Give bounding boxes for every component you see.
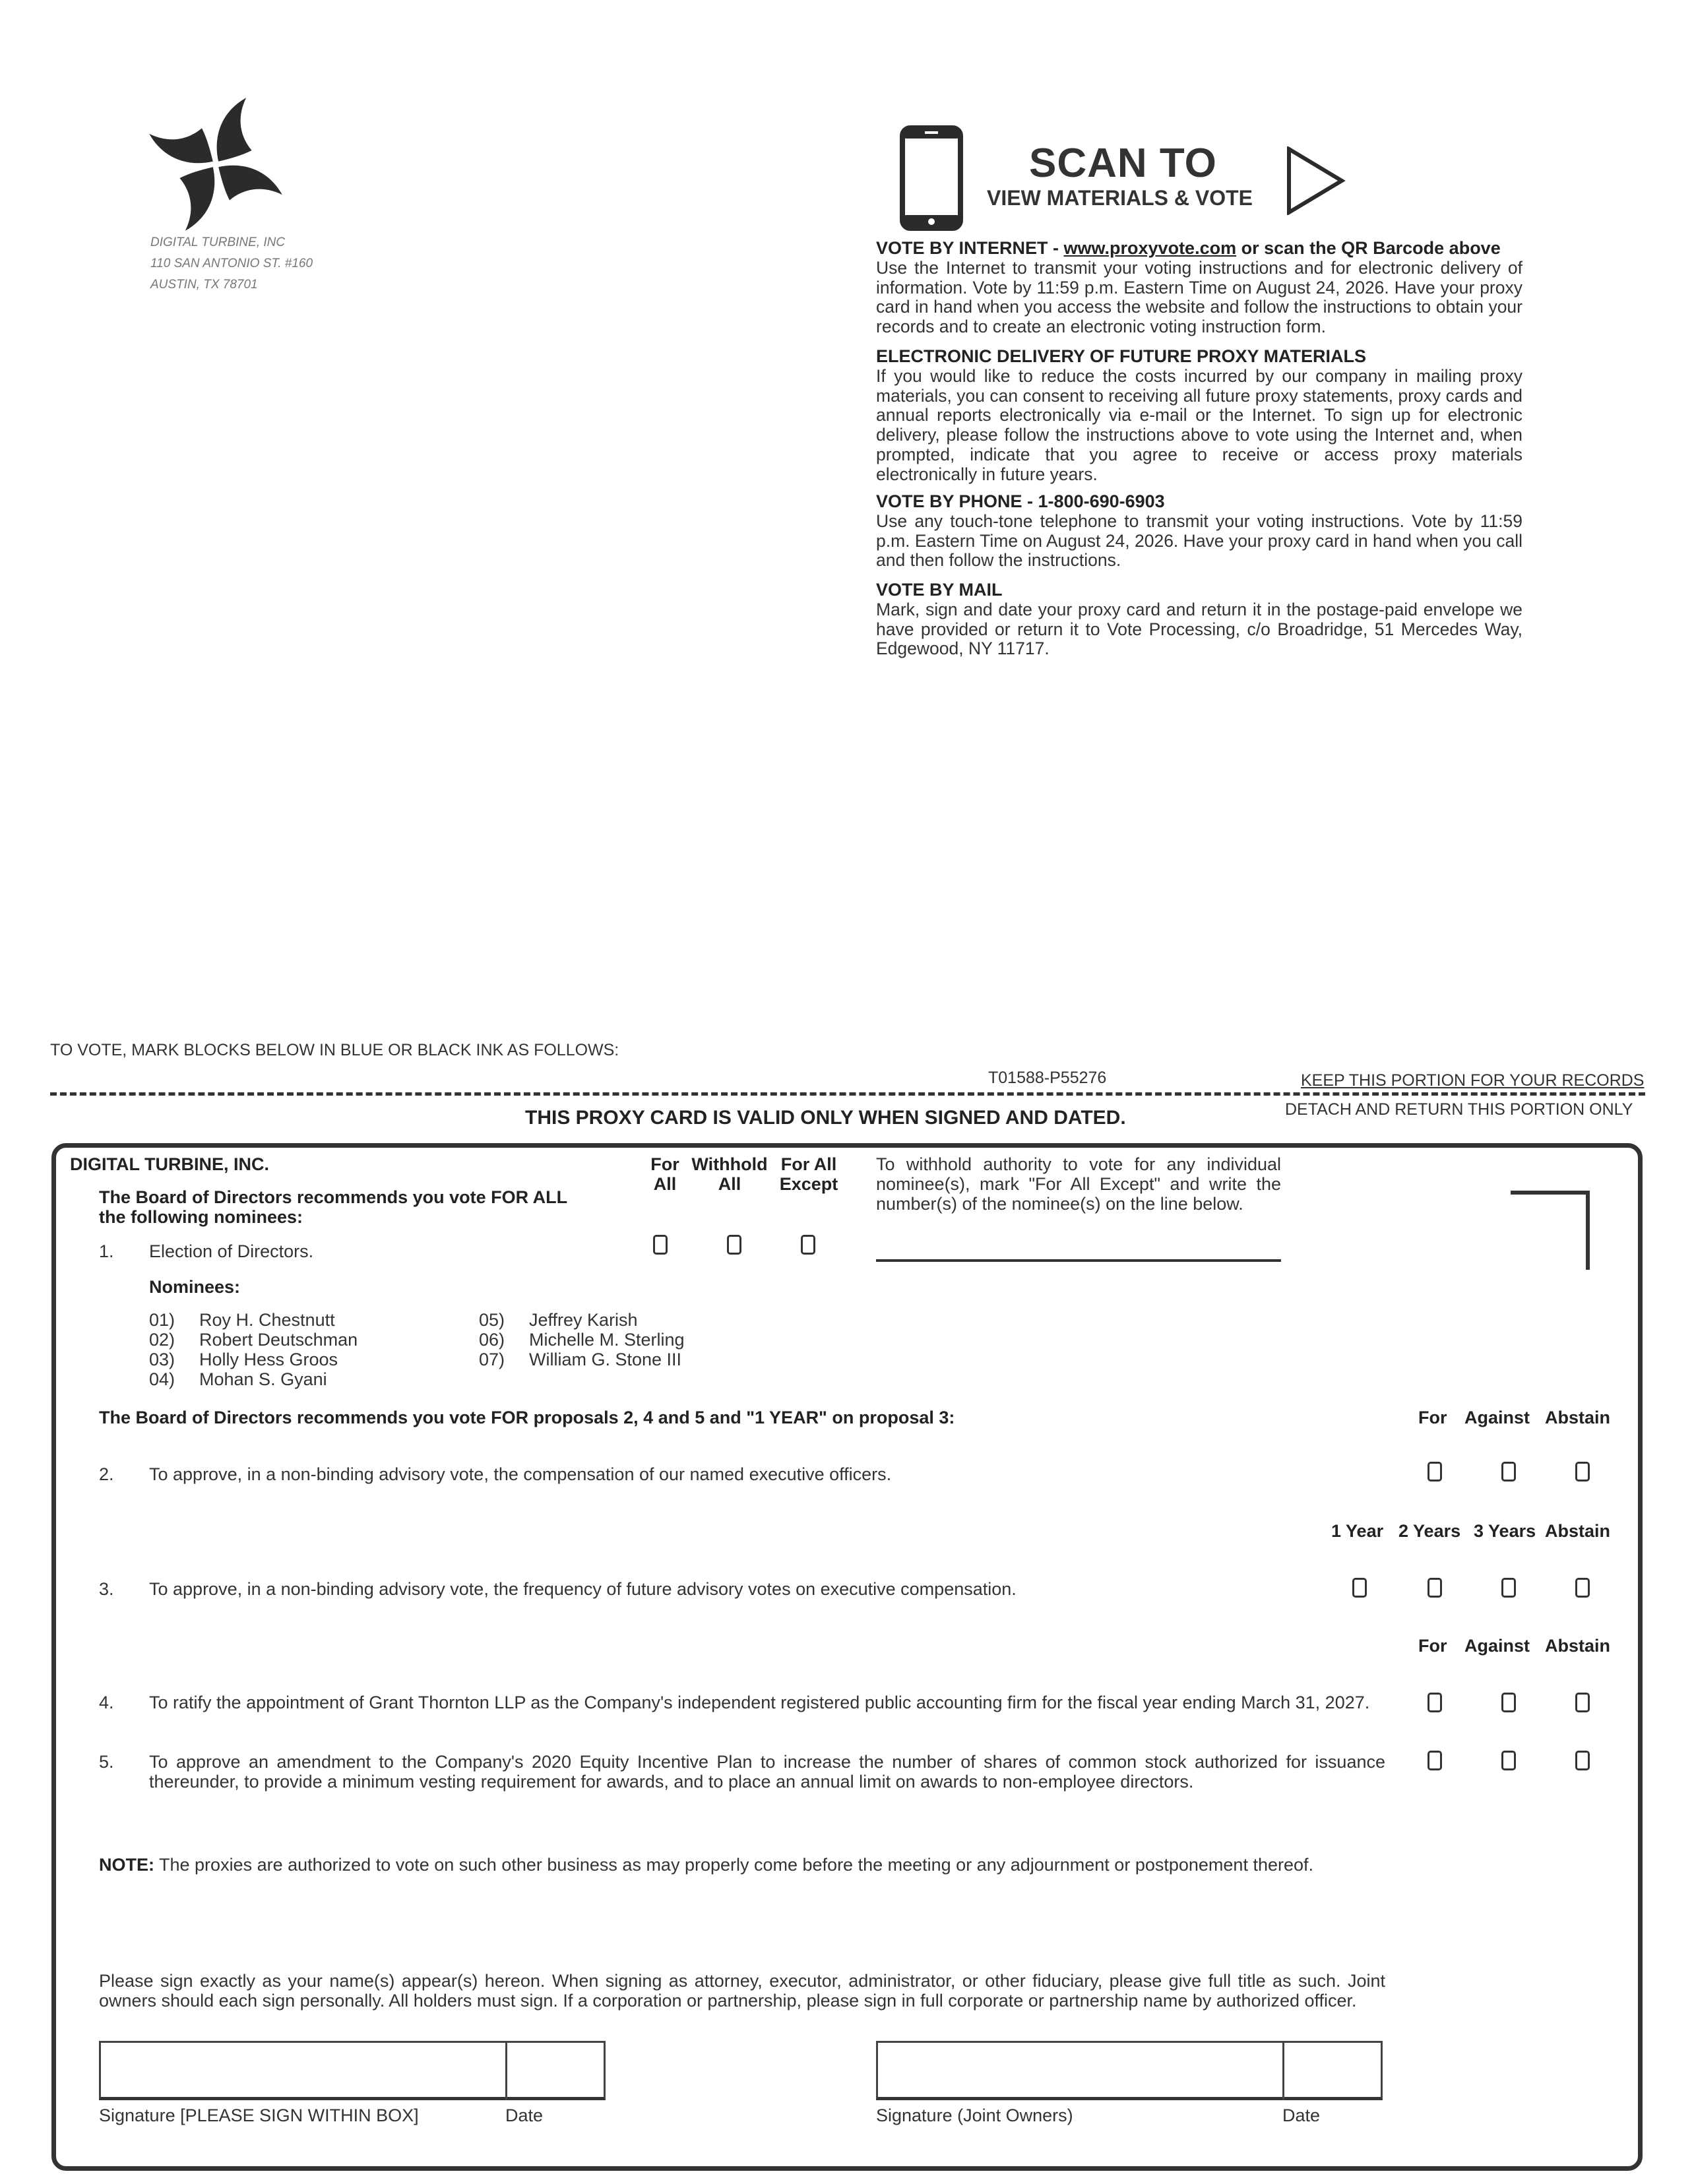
col-for-all: For All bbox=[650, 1154, 679, 1194]
note: NOTE: The proxies are authorized to vote on such other business as may properly come before the meeting or any adjournment or postponement thereof. bbox=[99, 1855, 1314, 1875]
item2-for-checkbox[interactable] bbox=[1427, 1462, 1442, 1482]
item2-against-checkbox[interactable] bbox=[1501, 1462, 1516, 1482]
col-1-year: 1 Year bbox=[1331, 1521, 1384, 1541]
vote-internet-body: Use the Internet to transmit your voting instructions and for electronic delivery of information. Vote by 11:59 p.m. Eastern Time on August 24, 2026. Have your proxy card in hand when you access the website and follow the instructions to obtain your records and to create an electronic voting instruction form. bbox=[876, 257, 1522, 337]
card-company-name: DIGITAL TURBINE, INC. bbox=[70, 1154, 269, 1174]
scan-subtitle: VIEW MATERIALS & VOTE bbox=[987, 186, 1253, 210]
item2-number: 2. bbox=[99, 1464, 114, 1484]
company-address-line2: AUSTIN, TX 78701 bbox=[150, 278, 258, 292]
item3-number: 3. bbox=[99, 1579, 114, 1599]
corner-mark bbox=[1511, 1191, 1590, 1270]
withhold-all-checkbox[interactable] bbox=[727, 1235, 741, 1255]
item5-number: 5. bbox=[99, 1752, 114, 1772]
item5-text: To approve an amendment to the Company's 2020 Equity Incentive Plan to increase the number of shares of common stock authorized for issuance thereunder, to provide a minimum vesting requirement for awards, and to place an annual limit on awards to non-employee directors. bbox=[149, 1752, 1385, 1792]
item4-text: To ratify the appointment of Grant Thornton LLP as the Company's independent registered public accounting firm for the fiscal year ending March 31, 2027. bbox=[149, 1693, 1370, 1712]
detach-portion-label: DETACH AND RETURN THIS PORTION ONLY bbox=[1285, 1100, 1633, 1119]
item3-abstain-checkbox[interactable] bbox=[1575, 1578, 1590, 1598]
signature-box[interactable] bbox=[99, 2041, 606, 2100]
item3-2-years-checkbox[interactable] bbox=[1427, 1578, 1442, 1598]
item1-number: 1. bbox=[99, 1241, 114, 1261]
pinwheel-logo-icon bbox=[146, 95, 285, 234]
nominee-list-right bbox=[479, 1310, 685, 1369]
vote-mail-body: Mark, sign and date your proxy card and return it in the postage-paid envelope we have provided or return it to Vote Processing, c/o Broadridge, 51 Mercedes Way, Edgewood, NY 11717. bbox=[876, 599, 1522, 659]
board-recommendation-2: The Board of Directors recommends you vote FOR proposals 2, 4 and 5 and "1 YEAR" on proposal 3: bbox=[99, 1408, 955, 1427]
withhold-nominee-line[interactable] bbox=[876, 1259, 1281, 1262]
item3-3-years-checkbox[interactable] bbox=[1501, 1578, 1516, 1598]
vote-by-mail bbox=[876, 580, 1522, 659]
signature-date-divider bbox=[505, 2041, 507, 2100]
scan-title: SCAN TO bbox=[1029, 140, 1217, 186]
col-withhold-all: Withhold All bbox=[691, 1154, 768, 1194]
col-2-years: 2 Years bbox=[1398, 1521, 1461, 1541]
item5-against-checkbox[interactable] bbox=[1501, 1751, 1516, 1770]
vote-phone-body: Use any touch-tone telephone to transmit your voting instructions. Vote by 11:59 p.m. Eastern Time on August 24, 2026. Have your proxy card in hand when you call and then follow the instructions. bbox=[876, 511, 1522, 571]
nominee-02: 02) Robert Deutschman bbox=[149, 1330, 358, 1350]
for-all-except-checkbox[interactable] bbox=[801, 1235, 815, 1255]
item2-abstain-checkbox[interactable] bbox=[1575, 1462, 1590, 1482]
item4-against-checkbox[interactable] bbox=[1501, 1693, 1516, 1712]
item5-abstain-checkbox[interactable] bbox=[1575, 1751, 1590, 1770]
proxy-card bbox=[51, 1143, 1643, 2171]
vote-by-phone bbox=[876, 492, 1522, 571]
company-address-line1: 110 SAN ANTONIO ST. #160 bbox=[150, 257, 313, 270]
item4-abstain-checkbox[interactable] bbox=[1575, 1693, 1590, 1712]
col-abstain-2: Abstain bbox=[1545, 1521, 1611, 1541]
electronic-delivery-body: If you would like to reduce the costs incurred by our company in mailing proxy materials, you can consent to receiving all future proxy statements, proxy cards and annual reports electronically via e-mail or the Internet. To sign up for electronic delivery, please follow the instructions above to vote using the Internet and, when prompted, indicate that you agree to receive or access proxy materials electronically in future years. bbox=[876, 365, 1522, 484]
nominee-07: 07) William G. Stone III bbox=[479, 1350, 682, 1369]
signature-label: Signature [PLEASE SIGN WITHIN BOX] bbox=[99, 2106, 419, 2125]
play-arrow-icon bbox=[1286, 146, 1346, 215]
item4-for-checkbox[interactable] bbox=[1427, 1693, 1442, 1712]
to-vote-instructions: TO VOTE, MARK BLOCKS BELOW IN BLUE OR BLACK INK AS FOLLOWS: bbox=[50, 1041, 619, 1059]
item2-text: To approve, in a non-binding advisory vote, the compensation of our named executive officers. bbox=[149, 1464, 892, 1484]
vote-internet-heading: VOTE BY INTERNET - www.proxyvote.com or scan the QR Barcode above bbox=[876, 238, 1501, 258]
item1-text: Election of Directors. bbox=[149, 1241, 314, 1261]
date-label-2: Date bbox=[1282, 2106, 1321, 2125]
nominee-list-left bbox=[149, 1310, 358, 1389]
vote-by-internet bbox=[876, 239, 1522, 337]
nominee-03: 03) Holly Hess Groos bbox=[149, 1350, 338, 1369]
col-3-years: 3 Years bbox=[1474, 1521, 1536, 1541]
item4-number: 4. bbox=[99, 1693, 114, 1712]
joint-signature-label: Signature (Joint Owners) bbox=[876, 2106, 1073, 2125]
valid-notice: THIS PROXY CARD IS VALID ONLY WHEN SIGNED AND DATED. bbox=[525, 1107, 1126, 1129]
electronic-delivery-heading: ELECTRONIC DELIVERY OF FUTURE PROXY MATERIALS bbox=[876, 346, 1367, 366]
joint-signature-date-divider bbox=[1282, 2041, 1284, 2100]
keep-portion-label: KEEP THIS PORTION FOR YOUR RECORDS bbox=[1301, 1071, 1645, 1090]
proxyvote-link[interactable]: www.proxyvote.com bbox=[1063, 238, 1237, 258]
col-abstain-1: Abstain bbox=[1545, 1408, 1611, 1427]
item5-for-checkbox[interactable] bbox=[1427, 1751, 1442, 1770]
electronic-delivery bbox=[876, 347, 1522, 485]
col-for-all-except: For All Except bbox=[779, 1154, 838, 1194]
col-for-1: For bbox=[1418, 1408, 1447, 1427]
sign-instructions: Please sign exactly as your name(s) appear(s) hereon. When signing as attorney, executor, administrator, or other fiduciary, please give full title as such. Joint owners should each sign personally. All holders must sign. If a corporation or partnership, please sign in full corporate or partnership name by authorized officer. bbox=[99, 1971, 1385, 2011]
control-number: T01588-P55276 bbox=[988, 1069, 1107, 1087]
nominee-01: 01) Roy H. Chestnutt bbox=[149, 1310, 335, 1330]
for-all-checkbox[interactable] bbox=[653, 1235, 668, 1255]
date-label-1: Date bbox=[505, 2106, 544, 2125]
vote-mail-heading: VOTE BY MAIL bbox=[876, 580, 1003, 600]
col-against-2: Against bbox=[1464, 1636, 1530, 1656]
joint-signature-box[interactable] bbox=[876, 2041, 1383, 2100]
company-name: DIGITAL TURBINE, INC bbox=[150, 235, 286, 249]
smartphone-icon bbox=[900, 125, 963, 231]
board-recommendation-1: The Board of Directors recommends you vote FOR ALL the following nominees: bbox=[99, 1187, 568, 1227]
nominees-label: Nominees: bbox=[149, 1277, 241, 1297]
item3-1-year-checkbox[interactable] bbox=[1352, 1578, 1367, 1598]
vote-phone-heading: VOTE BY PHONE - 1-800-690-6903 bbox=[876, 491, 1165, 511]
nominee-05: 05) Jeffrey Karish bbox=[479, 1310, 638, 1330]
col-abstain-3: Abstain bbox=[1545, 1636, 1611, 1656]
item3-text: To approve, in a non-binding advisory vote, the frequency of future advisory votes on executive compensation. bbox=[149, 1579, 1017, 1599]
nominee-06: 06) Michelle M. Sterling bbox=[479, 1330, 685, 1350]
nominee-04: 04) Mohan S. Gyani bbox=[149, 1369, 327, 1389]
col-against-1: Against bbox=[1464, 1408, 1530, 1427]
detach-line bbox=[50, 1092, 1645, 1096]
withhold-instructions: To withhold authority to vote for any individual nominee(s), mark "For All Except" and write the number(s) of the nominee(s) on the line below. bbox=[876, 1154, 1281, 1214]
col-for-2: For bbox=[1418, 1636, 1447, 1656]
